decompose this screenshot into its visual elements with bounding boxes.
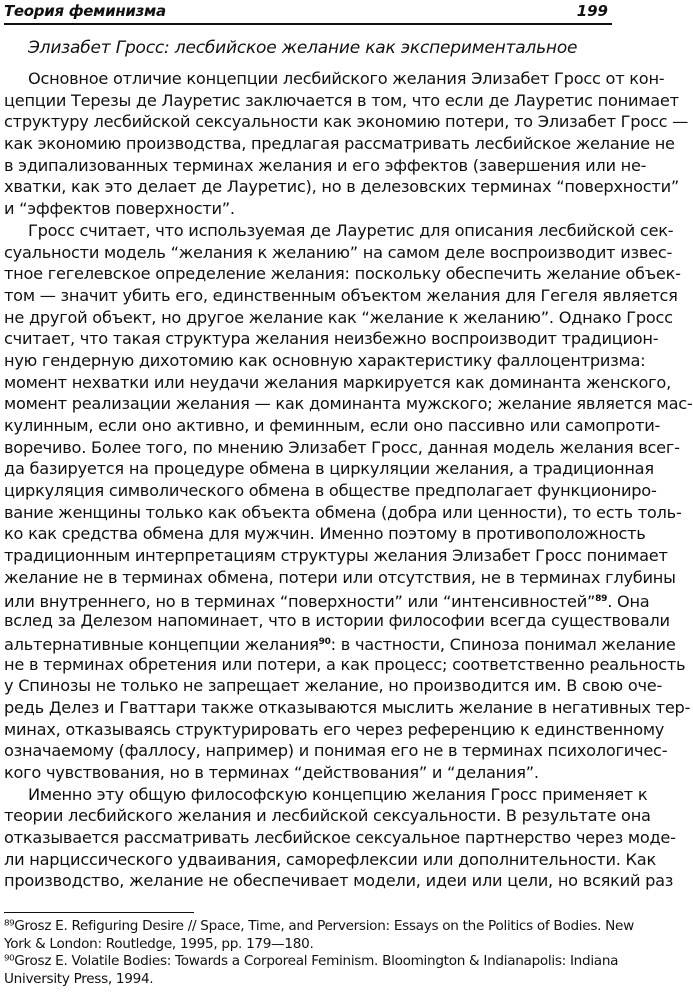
body-line: [4, 68, 665, 90]
body-line-text: не в терминах обретения или потери, а как процесс; соответственно реальность: [4, 654, 686, 674]
body-line: [4, 372, 671, 394]
footnote-ref[interactable]: 90: [318, 636, 331, 647]
body-line: [4, 480, 657, 502]
footnote-line: ⁸⁹Grosz E. Refiguring Desire // Space, Time, and Perversion: Essays on the Politics of Bodies. New: [4, 918, 634, 934]
body-line: [4, 307, 673, 329]
footnote-ref[interactable]: 89: [595, 593, 608, 604]
body-line-text: воречиво. Более того, по мнению Элизабет Гросс, данная модель желания всег-: [4, 437, 680, 457]
body-line: [4, 740, 668, 762]
body-line-text: не другой объект, но другое желание как “желание к желанию”. Однако Гросс: [4, 307, 673, 327]
body-line: [4, 719, 665, 741]
body-line: [4, 393, 693, 415]
body-line: [4, 523, 646, 545]
body-line: [4, 220, 674, 242]
body-line-text: желание не в терминах обмена, потери или отсутствия, не в терминах глубины: [4, 567, 676, 587]
body-line-text: редь Делез и Гваттари также отказываются мыслить желание в негативных тер-: [4, 697, 691, 717]
body-line-text: суальности модель “желания к желанию” на самом деле воспроизводит извес-: [4, 242, 673, 262]
body-line: [4, 350, 646, 372]
body-line: [4, 502, 682, 524]
body-line: [4, 827, 676, 849]
body-line-text: означаемому (фаллосу, например) и понимая его не в терминах психологичес-: [4, 741, 668, 761]
body-line-text: или внутреннего, но в терминах “поверхности” или “интенсивностей”: [4, 591, 596, 611]
footnote-line: University Press, 1994.: [4, 970, 154, 987]
body-line: [4, 328, 659, 350]
body-line: [4, 654, 686, 676]
body-line: [4, 415, 661, 437]
body-line-text: ли нарциссического удваивания, саморефлексии или дополнительности. Как: [4, 849, 656, 869]
body-line-text: ную гендерную дихотомию как основную характеристику фаллоцентризма:: [4, 350, 646, 370]
body-line-text: Гросс считает, что используемая де Лауретис для описания лесбийской сек-: [28, 220, 674, 240]
body-line-text: альтернативные концепции желания: [4, 634, 319, 654]
body-line-text: как экономию производства, предлагая рассматривать лесбийское желание не: [4, 134, 675, 154]
section-heading: Элизабет Гросс: лесбийское желание как экспериментальное: [28, 38, 578, 58]
body-line-text: в эдипализованных терминах желания и его эффектов (завершения или не-: [4, 155, 647, 175]
body-line: [4, 198, 610, 220]
body-line: [4, 111, 689, 133]
body-line: [4, 155, 647, 177]
footnotes: [4, 918, 634, 988]
body-line-text: том — значит убить его, единственным объектом желания для Гегеля является: [4, 285, 678, 305]
body-line-text: минах, отказываясь структурировать его через референцию к единственному: [4, 719, 665, 739]
body-line-text: хватки, как это делает де Лауретис), но в делезовских терминах “поверхности”: [4, 177, 679, 197]
body-line-text: момент нехватки или неудачи желания маркируется как доминанта женского,: [4, 372, 671, 392]
header-rule: [4, 23, 612, 25]
body-line-text: тное гегелевское определение желания: поскольку обеспечить желание объек-: [4, 264, 681, 284]
body-line-text: у Спинозы не только не запрещает желание, но производится им. В свою оче-: [4, 676, 663, 696]
body-line: [4, 849, 656, 871]
body-line-text: кого чувствования, но в терминах “действования” и “делания”.: [4, 763, 539, 782]
body-line-text: момент реализации желания — как доминанта мужского; желание является мас-: [4, 394, 693, 414]
body-line: [4, 545, 668, 567]
body-line-text: кулинным, если оно активно, и феминным, если оно пассивно или самопроти-: [4, 416, 661, 435]
body-line: [4, 697, 691, 719]
body-line: [4, 437, 680, 459]
body-line: [4, 458, 654, 480]
footnote-line: York & London: Routledge, 1995, pp. 179—180.: [4, 935, 314, 952]
body-line-text: цепции Терезы де Лауретис заключается в том, что если де Лауретис понимает: [4, 90, 679, 110]
body-line-text-after: : в частности, Спиноза понимал желание: [330, 634, 676, 654]
running-title: Теория феминизма: [4, 2, 166, 20]
body-line-text: Основное отличие концепции лесбийского желания Элизабет Гросс от кон-: [28, 69, 665, 88]
body-line: [4, 90, 679, 112]
body-line-text: и “эффектов поверхности”.: [4, 199, 235, 219]
body-line-text: вание женщины только как объекта обмена (добра или ценности), то есть толь-: [4, 502, 682, 522]
body-line-text: ко как средства обмена для мужчин. Именно поэтому в противоположность: [4, 524, 646, 544]
body-line: [4, 870, 674, 892]
body-line: [4, 133, 675, 155]
page-number: 199: [576, 2, 608, 20]
body-line: [4, 567, 676, 589]
footnote-rule: [4, 912, 194, 913]
body-line: [4, 805, 651, 827]
footnote-line: ⁹⁰Grosz E. Volatile Bodies: Towards a Corporeal Feminism. Bloomington & Indianapolis: Indiana: [4, 953, 619, 969]
body-line: [4, 263, 681, 285]
body-line: [4, 176, 679, 198]
body-line: [4, 675, 663, 697]
body-line-text: традиционным интерпретациям структуры желания Элизабет Гросс понимает: [4, 546, 668, 566]
body-line-text-after: . Она: [607, 591, 650, 611]
body-line: [4, 632, 676, 654]
body-line-text: Именно эту общую философскую концепцию желания Гросс применяет к: [28, 784, 648, 804]
body-line: [4, 285, 678, 307]
body-line-text: отказывается рассматривать лесбийское сексуальное партнерство через моде-: [4, 828, 676, 848]
running-header: [4, 2, 612, 24]
body-line-text: структуру лесбийской сексуальности как экономию потери, то Элизабет Гросс —: [4, 112, 689, 132]
body-line: [4, 589, 650, 611]
body-line-text: вслед за Делезом напоминает, что в истории философии всегда существовали: [4, 611, 670, 631]
body-line-text: производство, желание не обеспечивает модели, идеи или цели, но всякий раз: [4, 871, 674, 891]
body-line: [4, 762, 610, 784]
body-line: [4, 784, 648, 806]
body-line: [4, 610, 670, 632]
body-line-text: да базируется на процедуре обмена в циркуляции желания, а традиционная: [4, 459, 654, 479]
body-line-text: теории лесбийского желания и лесбийской сексуальности. В результате она: [4, 806, 651, 826]
body-text: [4, 68, 693, 892]
body-line-text: циркуляция символического обмена в обществе предполагает функциониро-: [4, 481, 657, 501]
body-line: [4, 242, 673, 264]
body-line-text: считает, что такая структура желания неизбежно воспроизводит традицион-: [4, 329, 659, 349]
